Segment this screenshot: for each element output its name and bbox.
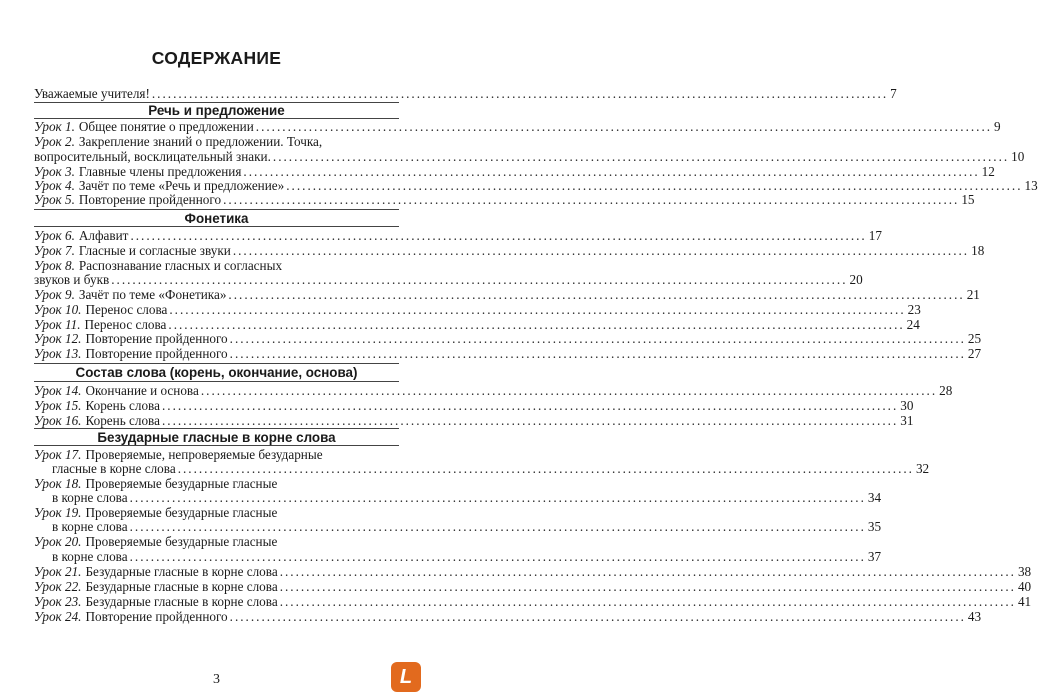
lesson-label: Урок 13. <box>34 346 82 361</box>
entry-page: 17 <box>868 228 882 243</box>
lesson-label: Урок 12. <box>34 331 82 346</box>
toc-entry[interactable] <box>34 317 920 332</box>
entry-page: 37 <box>867 549 882 564</box>
toc-entry[interactable] <box>34 579 1032 594</box>
lesson-label: Урок 21. <box>34 564 82 579</box>
toc-entry[interactable] <box>34 534 399 549</box>
toc-entry-continuation <box>34 272 863 287</box>
section-title: Безударные гласные в корне слова <box>97 430 336 445</box>
lesson-label: Урок 3. <box>34 164 75 179</box>
dot-leader: ........................................................................................................................................... <box>255 119 993 134</box>
entry-page: 9 <box>994 119 1001 134</box>
toc-entry[interactable] <box>34 505 399 520</box>
lesson-label: Урок 7. <box>34 243 75 258</box>
publisher-logo-letter: L <box>399 665 413 688</box>
dot-leader: ........................................................................................................................................... <box>279 564 1016 579</box>
toc-entry[interactable] <box>34 594 1032 609</box>
dot-leader: ........................................................................................................................................... <box>129 490 866 505</box>
entry-text: Проверяемые безударные гласные <box>85 476 278 491</box>
section-rule <box>34 226 399 227</box>
entry-text: звуков и букв <box>34 272 110 287</box>
entry-text: Зачёт по теме «Фонетика» <box>78 287 227 302</box>
dot-leader: ........................................................................................................................................... <box>229 331 966 346</box>
entry-text: в корне слова <box>52 519 128 534</box>
toc-entry[interactable] <box>34 609 982 624</box>
dot-leader: ........................................................................................................................................... <box>129 519 866 534</box>
dot-leader: ........................................................................................................................................... <box>223 192 960 207</box>
entry-text: Корень слова <box>85 413 160 428</box>
dot-leader: ........................................................................................................................................... <box>279 594 1016 609</box>
section-title: Состав слова (корень, окончание, основа) <box>75 365 358 380</box>
section-rule <box>34 209 399 210</box>
entry-page: 7 <box>890 86 897 101</box>
page-number: 3 <box>213 672 220 687</box>
publisher-logo <box>391 662 421 692</box>
toc-entry[interactable] <box>34 192 975 207</box>
lesson-label: Урок 15. <box>34 398 82 413</box>
entry-text: Общее понятие о предложении <box>78 119 254 134</box>
entry-text: Проверяемые безударные гласные <box>85 534 278 549</box>
lesson-label: Урок 23. <box>34 594 82 609</box>
entry-text: Проверяемые, непроверяемые безударные <box>85 447 323 462</box>
entry-text: в корне слова <box>52 490 128 505</box>
entry-page: 27 <box>967 346 982 361</box>
entry-text: Окончание и основа <box>85 383 199 398</box>
toc-entry[interactable] <box>34 447 399 462</box>
entry-page: 31 <box>900 413 914 428</box>
entry-page: 15 <box>961 192 975 207</box>
entry-page: 43 <box>967 609 982 624</box>
lesson-label: Урок 5. <box>34 192 75 207</box>
entry-page: 40 <box>1017 579 1032 594</box>
entry-text: Повторение пройденного <box>85 331 228 346</box>
dot-leader: ........................................................................................................................................... <box>168 317 905 332</box>
toc-entry-continuation <box>52 519 882 534</box>
entry-page: 24 <box>906 317 920 332</box>
dot-leader: ........................................................................................................................................... <box>200 383 938 398</box>
lesson-label: Урок 24. <box>34 609 82 624</box>
entry-page: 38 <box>1017 564 1032 579</box>
entry-page: 41 <box>1017 594 1032 609</box>
toc-entry[interactable] <box>34 134 399 149</box>
toc-entry[interactable] <box>34 287 980 302</box>
section-title: Фонетика <box>184 211 249 226</box>
entry-page: 25 <box>967 331 982 346</box>
toc-entry[interactable] <box>34 346 982 361</box>
entry-page: 28 <box>939 383 953 398</box>
dot-leader: ........................................................................................................................................... <box>286 178 1023 193</box>
entry-text: Распознавание гласных и согласных <box>78 258 283 273</box>
lesson-label: Урок 2. <box>34 134 75 149</box>
toc-entry[interactable] <box>34 164 995 179</box>
entry-page: 34 <box>867 490 882 505</box>
toc-entry[interactable] <box>34 413 914 428</box>
lesson-label: Урок 11. <box>34 317 81 332</box>
toc-entry[interactable] <box>34 564 1032 579</box>
entry-text: Гласные и согласные звуки <box>78 243 231 258</box>
dot-leader: ........................................................................................................................................... <box>232 243 970 258</box>
lesson-label: Урок 4. <box>34 178 75 193</box>
lesson-label: Урок 10. <box>34 302 82 317</box>
entry-text: в корне слова <box>52 549 128 564</box>
dot-leader: ........................................................................................................................................... <box>228 287 965 302</box>
section-rule <box>34 381 399 382</box>
entry-page: 10 <box>1011 149 1025 164</box>
entry-text: Перенос слова <box>85 302 168 317</box>
dot-leader: ........................................................................................................................................... <box>111 272 848 287</box>
toc-entry[interactable] <box>34 383 953 398</box>
entry-text: Безударные гласные в корне слова <box>85 594 278 609</box>
toc-entry-intro[interactable] <box>34 86 897 101</box>
page-title: СОДЕРЖАНИЕ <box>151 48 282 68</box>
dot-leader: ........................................................................................................................................... <box>161 398 899 413</box>
dot-leader: ........................................................................................................................................... <box>229 346 966 361</box>
toc-entry-continuation <box>52 461 930 476</box>
toc-entry-continuation <box>52 490 882 505</box>
entry-text: Повторение пройденного <box>85 346 228 361</box>
section-rule <box>34 445 399 446</box>
toc-entry[interactable] <box>34 119 1001 134</box>
toc-entry[interactable] <box>34 258 399 273</box>
entry-text: Закрепление знаний о предложении. Точка, <box>78 134 323 149</box>
lesson-label: Урок 17. <box>34 447 82 462</box>
entry-text: Безударные гласные в корне слова <box>85 564 278 579</box>
entry-text: вопросительный, восклицательный знаки. <box>34 149 271 164</box>
toc-entry[interactable] <box>34 243 985 258</box>
entry-page: 35 <box>867 519 882 534</box>
entry-text: Безударные гласные в корне слова <box>85 579 278 594</box>
section-rule <box>34 363 399 364</box>
section-title: Речь и предложение <box>148 103 285 118</box>
lesson-label: Урок 18. <box>34 476 82 491</box>
toc-entry-continuation <box>52 549 882 564</box>
section-rule <box>34 428 399 429</box>
entry-text: Повторение пройденного <box>78 192 222 207</box>
entry-text: Главные члены предложения <box>78 164 242 179</box>
dot-leader: ........................................................................................................................................... <box>243 164 980 179</box>
toc-entry[interactable] <box>34 302 921 317</box>
dot-leader: ........................................................................................................................................... <box>130 228 867 243</box>
lesson-label: Урок 16. <box>34 413 82 428</box>
entry-page: 20 <box>849 272 863 287</box>
entry-text: Алфавит <box>78 228 129 243</box>
dot-leader: ........................................................................................................................................... <box>279 579 1016 594</box>
entry-page: 30 <box>900 398 914 413</box>
toc-entry[interactable] <box>34 228 882 243</box>
lesson-label: Урок 22. <box>34 579 82 594</box>
entry-text: Проверяемые безударные гласные <box>85 505 278 520</box>
lesson-label: Урок 6. <box>34 228 75 243</box>
toc-entry-continuation <box>34 149 1025 164</box>
entry-page: 13 <box>1024 178 1038 193</box>
dot-leader: ........................................................................................................................................... <box>177 461 914 476</box>
toc-entry[interactable] <box>34 331 982 346</box>
dot-leader: ........................................................................................................................................... <box>161 413 899 428</box>
entry-text: гласные в корне слова <box>52 461 176 476</box>
entry-page: 32 <box>915 461 930 476</box>
lesson-label: Урок 14. <box>34 383 82 398</box>
dot-leader: ........................................................................................................................................... <box>169 302 906 317</box>
lesson-label: Урок 20. <box>34 534 82 549</box>
dot-leader: ........................................................................................................................................... <box>151 86 889 101</box>
entry-text: Перенос слова <box>84 317 167 332</box>
dot-leader: ........................................................................................................................................... <box>129 549 866 564</box>
toc-entry[interactable] <box>34 178 1038 193</box>
dot-leader: ........................................................................................................................................... <box>229 609 966 624</box>
entry-text: Зачёт по теме «Речь и предложение» <box>78 178 285 193</box>
toc-entry[interactable] <box>34 476 399 491</box>
entry-page: 21 <box>966 287 980 302</box>
entry-page: 23 <box>907 302 921 317</box>
entry-page: 18 <box>971 243 985 258</box>
entry-page: 12 <box>981 164 995 179</box>
entry-text: Корень слова <box>85 398 160 413</box>
entry-text: Повторение пройденного <box>85 609 228 624</box>
lesson-label: Урок 19. <box>34 505 82 520</box>
lesson-label: Урок 8. <box>34 258 75 273</box>
entry-text: Уважаемые учителя! <box>34 86 150 101</box>
toc-entry[interactable] <box>34 398 914 413</box>
lesson-label: Урок 9. <box>34 287 75 302</box>
lesson-label: Урок 1. <box>34 119 75 134</box>
dot-leader: ........................................................................................................................................... <box>272 149 1010 164</box>
